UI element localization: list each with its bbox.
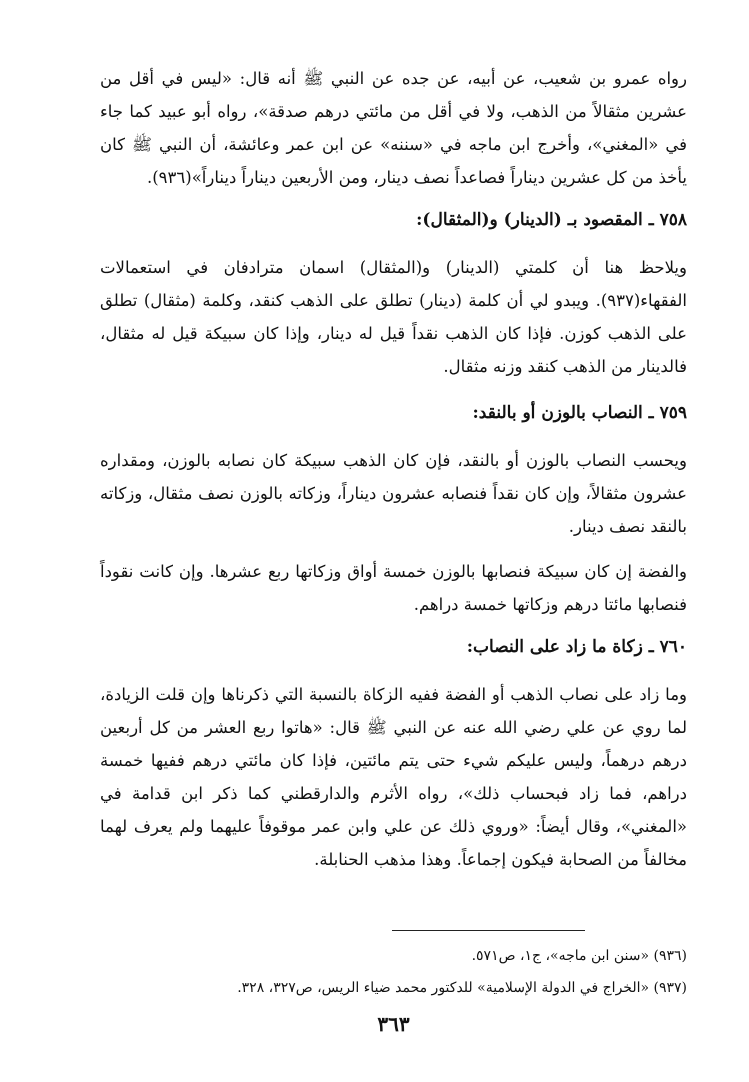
footnote-937: (٩٣٧) «الخراج في الدولة الإسلامية» للدكتور محمد ضياء الريس، ص٣٢٧، ٣٢٨. <box>237 980 687 996</box>
paragraph-silver: والفضة إن كان سبيكة فنصابها بالوزن خمسة أواق وزكاتها ربع عشرها. وإن كانت نقوداً فنصابها مائتا درهم وزكاتها خمسة دراهم. <box>100 562 687 614</box>
paragraph-dinar-mithqal: ويلاحظ هنا أن كلمتي (الدينار) و(المثقال) اسمان مترادفان في استعمالات الفقهاء(٩٣٧). ويبدو لي أن كلمة (دينار) تطلق على الذهب كنقد، وكلمة (مثقال) تطلق على الذهب كوزن. فإذا كان الذهب نقداً قيل له دينار، وإذا كان سبيكة قيل له مثقال، فالدينار من الذهب كنقد وزنه مثقال. <box>100 258 687 376</box>
paragraph-excess-nisab: وما زاد على نصاب الذهب أو الفضة ففيه الزكاة بالنسبة التي ذكرناها وإن قلت الزيادة، لما روي عن علي رضي الله عنه عن النبي ﷺ قال: «هاتوا ربع العشر من كل أربعين درهم درهماً، وليس عليكم شيء حتى يتم مائتين، فإذا كان مائتي درهم ففيها خمسة دراهم، فما زاد فبحساب ذلك»، رواه الأثرم والدارقطني كما ذكر ابن قدامة في «المغني»، وقال أيضاً: «وروي ذلك عن علي وابن عمر موقوفاً عليهما ولم يعرف لهما مخالفاً من الصحابة فيكون إجماعاً. وهذا مذهب الحنابلة. <box>100 685 687 869</box>
footnote-divider <box>392 930 585 931</box>
section-heading-760: ٧٦٠ ـ زكاة ما زاد على النصاب: <box>466 637 687 657</box>
footnotes <box>100 940 687 1004</box>
paragraph-nisab-weight: ويحسب النصاب بالوزن أو بالنقد، فإن كان الذهب سبيكة كان نصابه بالوزن، ومقداره عشرون مثقالاً، وإن كان نقداً فنصابه عشرون ديناراً، وزكاته بالوزن نصف مثقال، وزكاته بالنقد نصف دينار. <box>100 451 687 536</box>
paragraph-hadith-nisab: رواه عمرو بن شعيب، عن أبيه، عن جده عن النبي ﷺ أنه قال: «ليس في أقل من عشرين مثقالاً من الذهب، ولا في أقل من مائتي درهم صدقة»، رواه أبو عبيد كما جاء في «المغني»، وأخرج ابن ماجه في «سننه» عن ابن عمر وعائشة، أن النبي ﷺ كان يأخذ من كل عشرين ديناراً فصاعداً نصف دينار، ومن الأربعين ديناراً ديناراً»(٩٣٦). <box>100 69 687 187</box>
book-page <box>100 62 687 1052</box>
page-number: ٣٦٣ <box>377 1012 410 1036</box>
section-heading-759: ٧٥٩ ـ النصاب بالوزن أو بالنقد: <box>472 403 687 423</box>
footnote-936: (٩٣٦) «سنن ابن ماجه»، ج١، ص٥٧١. <box>471 948 687 964</box>
section-heading-758: ٧٥٨ ـ المقصود بـ (الدينار) و(المثقال): <box>416 210 687 230</box>
